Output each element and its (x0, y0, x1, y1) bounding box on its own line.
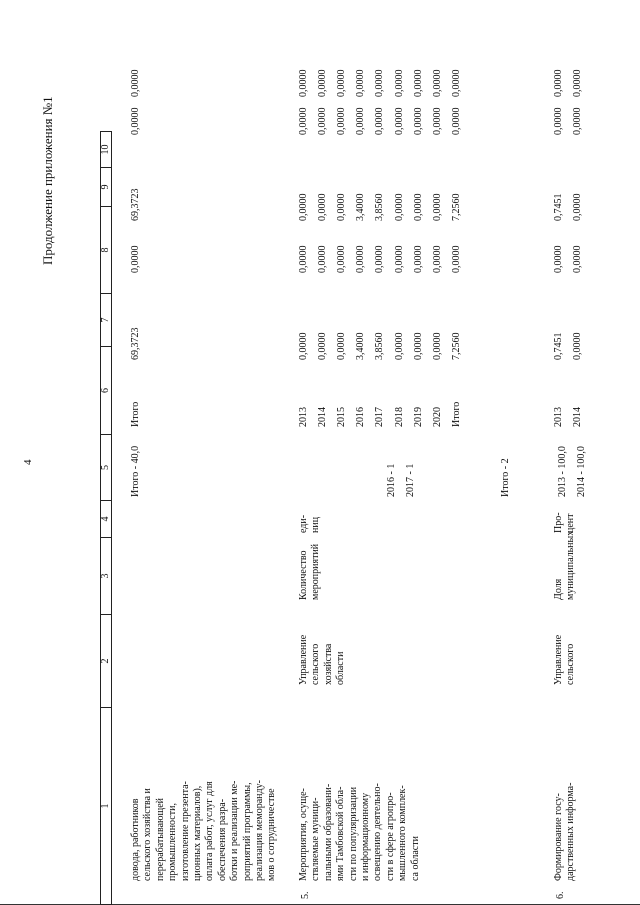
header-col-8: 8 (101, 207, 112, 294)
item5-year: 2014 (317, 407, 329, 427)
item5-total: 0,0000 (393, 332, 405, 360)
item4-local: 0,0000 (130, 107, 141, 135)
item5-local: 0,0000 (355, 107, 367, 135)
item5-local: 0,0000 (336, 107, 348, 135)
item4-regional: 69,3723 (130, 188, 141, 221)
item5-other: 0,0000 (317, 69, 329, 97)
item5-total: 0,0000 (412, 332, 424, 360)
item5-federal: 0,0000 (374, 245, 386, 273)
item6-unit: Про- цент (553, 512, 577, 533)
item5-other: 0,0000 (393, 69, 405, 97)
item5-unit: еди- ниц (298, 514, 322, 533)
item5-local: 0,0000 (412, 107, 424, 135)
item5-federal: 0,0000 (298, 245, 309, 273)
item5-total: 7,2560 (450, 332, 462, 360)
header-col-7: 7 (101, 294, 112, 347)
header-col-1: 1 (101, 708, 112, 905)
item6-local: 0,0000 (553, 107, 564, 135)
item5-federal: 0,0000 (431, 245, 443, 273)
item5-federal: 0,0000 (393, 245, 405, 273)
item6-other: 0,0000 (572, 69, 583, 97)
item5-indicator: Количество мероприятий (298, 543, 322, 600)
item5-regional: 0,0000 (393, 193, 405, 221)
item6-regional: 0,7451 (553, 193, 564, 221)
item5-regional: 3,8560 (374, 193, 386, 221)
item5-federal: 0,0000 (450, 245, 462, 273)
item5-other: 0,0000 (374, 69, 386, 97)
item6-executor: Управление сельского (553, 634, 577, 685)
item5-regional: 0,0000 (336, 193, 348, 221)
item5-total: 0,0000 (317, 332, 329, 360)
page-number: 4 (22, 459, 34, 465)
item5-year: 2017 (374, 407, 386, 427)
item6-targets: 2013 - 100,0 2014 - 100,0 (557, 446, 587, 497)
item5-regional: 3,4000 (355, 193, 367, 221)
item5-regional: 0,0000 (298, 193, 309, 221)
item5-total: 0,0000 (431, 332, 443, 360)
column-header-row (100, 131, 112, 905)
header-col-4: 4 (101, 501, 112, 538)
item5-number: 5. (300, 891, 311, 899)
item5-local: 0,0000 (374, 107, 386, 135)
item5-total: 3,8560 (374, 332, 386, 360)
item4-federal: 0,0000 (130, 245, 141, 273)
header-col-6: 6 (101, 347, 112, 435)
item5-federal: 0,0000 (317, 245, 329, 273)
item5-year: 2020 (431, 407, 443, 427)
item5-year: Итого (450, 401, 462, 427)
item5-year: 2013 (298, 407, 309, 427)
item5-executor: Управление сельского хозяйства области (298, 634, 347, 685)
item6-other: 0,0000 (553, 69, 564, 97)
item5-other: 0,0000 (431, 69, 443, 97)
item5-regional: 0,0000 (317, 193, 329, 221)
item5-local: 0,0000 (298, 107, 309, 135)
item5-other: 0,0000 (298, 69, 309, 97)
item5-total: 0,0000 (336, 332, 348, 360)
item4-other: 0,0000 (130, 69, 141, 97)
item5-other: 0,0000 (355, 69, 367, 97)
item5-year: 2019 (412, 407, 424, 427)
item5-total: 3,4000 (355, 332, 367, 360)
item5-description: Мероприятия, осуще- ствляемые муници- пальными образовани- ями Тамбовской обла- сти по популяризации и информационному освещению деятельно- сти в сфере агропро- мышленного комплек- са области (298, 783, 421, 881)
continuation-title: Продолжение приложения №1 (40, 96, 55, 265)
item6-total: 0,7451 (553, 332, 564, 360)
item6-year: 2013 (553, 407, 564, 427)
item4-target: Итого - 40,0 (130, 445, 141, 497)
item5-local: 0,0000 (317, 107, 329, 135)
item5-local: 0,0000 (450, 107, 462, 135)
header-col-3: 3 (101, 538, 112, 615)
item4-description: довода, работников сельского хозяйства и перерабатывающей промышленности, изготовление презента- ционных материалов), оплата работ, услуг для обеспечения разра- ботки и реализации ме- роприятий программы, реализация меморанду- мов о сотрудничестве (130, 780, 278, 881)
item4-year: Итого (130, 401, 141, 427)
item5-regional: 0,0000 (431, 193, 443, 221)
item4-total: 69,3723 (130, 327, 141, 360)
item6-description: Формирование госу- дарственных информа- (553, 782, 577, 881)
item6-indicator: Доля муниципальных (553, 530, 577, 600)
item5-local: 0,0000 (393, 107, 405, 135)
item5-year: 2018 (393, 407, 405, 427)
item5-year: 2015 (336, 407, 348, 427)
item5-other: 0,0000 (336, 69, 348, 97)
item5-total: 0,0000 (298, 332, 309, 360)
item6-regional: 0,0000 (572, 193, 583, 221)
item5-targets: 2016 - 1 2017 - 1 Итого - 2 (386, 458, 512, 497)
item6-number: 6. (555, 891, 566, 899)
item5-federal: 0,0000 (412, 245, 424, 273)
item5-other: 0,0000 (450, 69, 462, 97)
item6-federal: 0,0000 (553, 245, 564, 273)
item5-local: 0,0000 (431, 107, 443, 135)
item6-federal: 0,0000 (572, 245, 583, 273)
item5-regional: 7,2560 (450, 193, 462, 221)
header-col-5: 5 (101, 435, 112, 501)
item6-local: 0,0000 (572, 107, 583, 135)
item5-year: 2016 (355, 407, 367, 427)
header-col-2: 2 (101, 615, 112, 708)
header-col-9: 9 (101, 168, 112, 207)
item5-federal: 0,0000 (355, 245, 367, 273)
item5-other: 0,0000 (412, 69, 424, 97)
item5-federal: 0,0000 (336, 245, 348, 273)
item5-regional: 0,0000 (412, 193, 424, 221)
header-col-10: 10 (101, 132, 112, 168)
item6-total: 0,0000 (572, 332, 583, 360)
item6-year: 2014 (572, 407, 583, 427)
